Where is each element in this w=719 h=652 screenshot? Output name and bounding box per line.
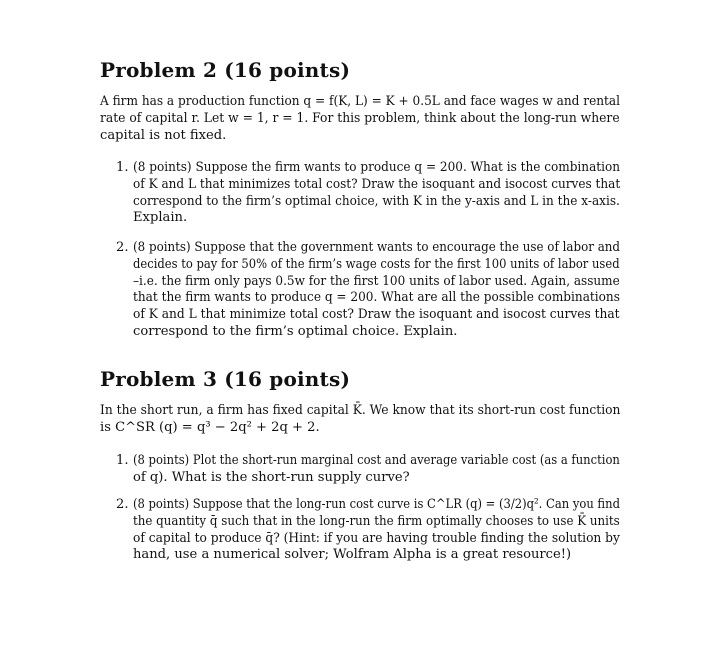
problem-2-intro-line: capital is not fixed. (100, 127, 227, 143)
problem-3-intro-line: In the short run, a firm has fixed capital K̄. We know that its short-run cost function (100, 403, 621, 418)
problem-3-heading: Problem 3 (16 points) (100, 367, 351, 391)
problem-2-intro (100, 94, 620, 144)
problem-3-intro-line: is C^SR (q) = q³ − 2q² + 2q + 2. (100, 419, 320, 435)
item-line: Explain. (133, 210, 188, 226)
item-line: of q). What is the short-run supply curve? (133, 469, 410, 485)
item-line: of K and L that minimizes total cost? Draw the isoquant and isocost curves that (133, 176, 621, 192)
item-line: of K and L that minimize total cost? Draw the isoquant and isocost curves that (133, 307, 620, 323)
item-line: (8 points) Suppose the firm wants to produce q = 200. What is the combination (133, 160, 621, 175)
item-line: –i.e. the firm only pays 0.5w for the first 100 units of labor used. Again, assume (133, 273, 620, 289)
item-line: correspond to the firm’s optimal choice, with K in the y-axis and L in the x-axis. (133, 193, 620, 209)
problem-3-intro (100, 403, 620, 437)
item-text (133, 497, 620, 564)
problem-2-intro-line: A firm has a production function q = f(K, L) = K + 0.5L and face wages w and rental (100, 94, 621, 109)
item-number: 2. (116, 497, 129, 512)
item-line: (8 points) Suppose that the government wants to encourage the use of labor and (133, 240, 621, 255)
item-text (133, 240, 620, 341)
item-text (133, 160, 620, 227)
item-line: (8 points) Suppose that the long-run cost curve is C^LR (q) = (3/2)q². Can you find (133, 497, 620, 512)
item-text (133, 453, 620, 487)
problem-2-heading: Problem 2 (16 points) (100, 58, 351, 82)
item-line: decides to pay for 50% of the firm’s wage costs for the first 100 units of labor used (133, 256, 620, 272)
item-line: of capital to produce q̄? (Hint: if you are having trouble finding the solution by (133, 530, 620, 546)
item-line: (8 points) Plot the short-run marginal cost and average variable cost (as a function (133, 453, 620, 468)
problem-2-intro-line: rate of capital r. Let w = 1, r = 1. For this problem, think about the long-run where (100, 110, 620, 126)
item-number: 1. (116, 160, 129, 175)
item-number: 2. (116, 240, 129, 255)
item-number: 1. (116, 453, 129, 468)
item-line: hand, use a numerical solver; Wolfram Alpha is a great resource!) (133, 547, 572, 563)
item-line: that the firm wants to produce q = 200. What are all the possible combinations (133, 290, 620, 306)
item-line: the quantity q̄ such that in the long-run the firm optimally chooses to use K̄ units (133, 513, 620, 529)
item-line: correspond to the firm’s optimal choice. Explain. (133, 323, 458, 339)
